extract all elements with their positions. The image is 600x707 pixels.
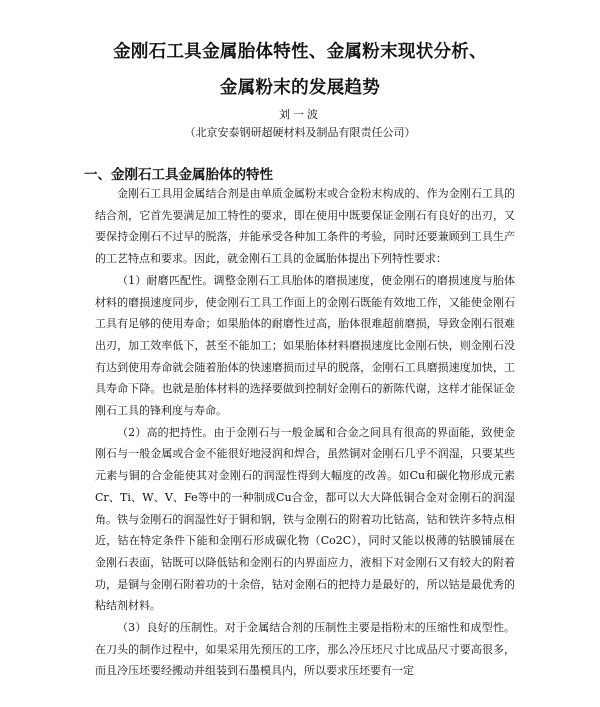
paragraph-intro: 金刚石工具用金属结合剂是由单质金属粉末或合金粉末构成的、作为金刚石工具的结合剂，它首先要满足加工特性的要求，即在使用中既要保证金刚石有良好的出刃，又要保持金刚石不过早的脱落，并能承受各种加工条件的考验，同时还要兼顾到工具生产的工艺特点和要求。因此，就金刚石工具的金属胎体提出下列特性要求： (95, 187, 515, 266)
author-name: 刘一波 (279, 108, 321, 121)
author-affiliation: （北京安泰钢研超硬材料及制品有限责任公司） (184, 126, 416, 139)
body-text (95, 183, 515, 682)
paragraph-holding-force: （2）高的把持性。由于金刚石与一般金属和合金之间具有很高的界面能，致使金刚石与一般金属或合金不能很好地浸润和焊合，虽然铜对金刚石几乎不润湿，只要某些元素与铜的合金能使其对金刚石的润湿性得到大幅度的改善。如Cu和碳化物形成元素Cr、Ti、W、V、Fe等中的一种制成Cu合金，都可以大大降低铜合金对金刚石的润湿角。铁与金刚石的润湿性好于铜和钢，铁与金刚石的附着功比钴高，钴和铁许多特点相近，钴在特定条件下能和金刚石形成碳化物（Co2C），同时又能以极薄的钴膜铺展在金刚石表面，钴既可以降低钴和金刚石的内界面应力，液相下对金刚石又有较大的附着功，是铜与金刚石附着功的十余倍，钴对金刚石的把持力是最好的，所以钴是最优秀的粘结剂材料。 (95, 425, 515, 613)
paper-title-line-2: 金属粉末的发展趋势 (219, 78, 381, 98)
section-heading: 一、金刚石工具金属胎体的特性 (84, 167, 273, 183)
paragraph-pressability: （3）良好的压制性。对于金属结合剂的压制性主要是指粉末的压缩性和成型性。在刀头的制作过程中，如果采用先预压的工序，那么冷压坯尺寸比成品尺寸要高很多，而且冷压坯要经搬动并组装到石墨模具内，所以要求压坯要有一定 (95, 621, 515, 678)
paper-title-line-1: 金刚石工具金属胎体特性、金属粉末现状分析、 (113, 42, 487, 62)
paragraph-wear-matching: （1）耐磨匹配性。调整金刚石工具胎体的磨损速度，使金刚石的磨损速度与胎体材料的磨损速度同步，使金刚石工具工作面上的金刚石既能有效地工作，又能使金刚石工具有足够的使用寿命；如果胎体的耐磨性过高，胎体很难超前磨损，导致金刚石很难出刃，加工效率低下，甚至不能加工；如果胎体材料磨损速度比金刚石快，则金刚石没有达到使用寿命就会随着胎体的快速磨损而过早的脱落，金刚石工具磨损速度加快，工具寿命下降。也就是胎体材料的选择要做到控制好金刚石的新陈代谢，这样才能保证金刚石工具的锋利度与寿命。 (95, 273, 515, 418)
